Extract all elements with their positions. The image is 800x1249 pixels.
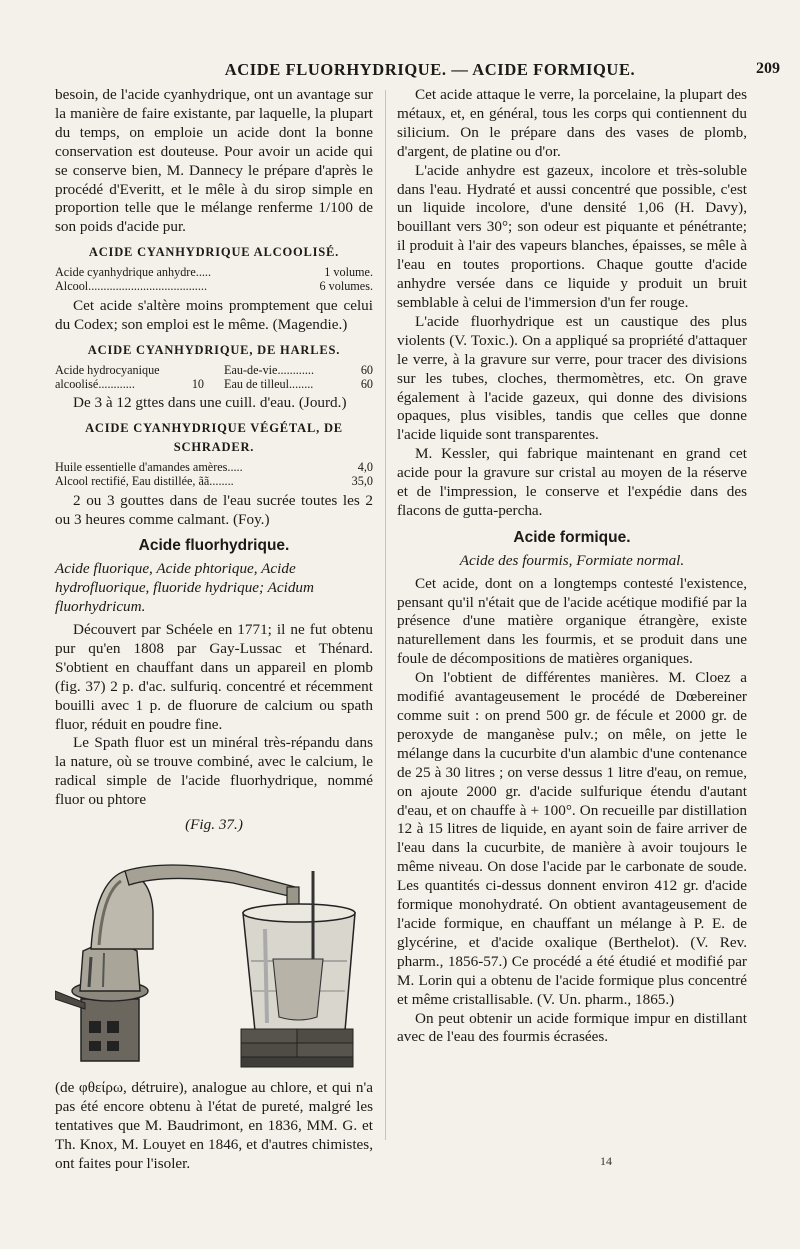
quantity: 60 [360,376,373,391]
paragraph: Cet acide, dont on a longtemps contesté l'existence, pensant qu'il n'était que de l'acide acétique modifié par la présence d'une matière organique étrangère, existe naturellement dans les fourmis, et se produit dans une foule de décompositions de matières organiques. [397,574,747,668]
distillation-apparatus-illustration [55,841,373,1073]
signature-mark: 14 [600,1154,612,1168]
quantity: 4,0 [357,459,373,474]
recipe-heading: ACIDE CYANHYDRIQUE VÉGÉTAL, DE SCHRADER. [85,420,343,454]
synonyms: Acide des fourmis, Formiate normal. [459,551,685,569]
ingredient: Acide cyanhydrique anhydre..... [55,265,212,280]
running-title: ACIDE FLUORHYDRIQUE. — ACIDE FORMIQUE. [224,60,636,79]
page-header [80,54,780,84]
ingredient: Acide hydrocyanique [55,362,160,377]
recipe-right [214,363,373,391]
quantity: 6 volumes. [319,279,373,294]
figure-label: (Fig. 37.) [185,816,243,834]
recipe-line [55,460,373,474]
paragraph: Découvert par Schéele en 1771; il ne fut obtenu pur qu'en 1808 par Gay-Lussac et Thénard. S'obtient en chauffant dans un appareil en plomb (fig. 37) 2 p. d'ac. sulfuriq. concentré et récemment bouilli avec 1 p. de fluorure de calcium ou spath fluor, réduit en poudre fine. [55,621,373,733]
section-title: Acide fluorhydrique. [138,537,290,555]
ingredient: Huile essentielle d'amandes amères..... [55,459,243,474]
quantity: 60 [360,362,373,377]
recipe-line [55,474,373,488]
paragraph: M. Kessler, qui fabrique maintenant en grand cet acide pour la gravure sur cristal au moyen de la réserve et de l'impression, le conserve et l'expédie dans des flacons de gutta-percha. [397,445,747,519]
recipe-heading: ACIDE CYANHYDRIQUE ALCOOLISÉ. [88,245,340,260]
recipe-line [55,265,373,279]
paragraph: Le Spath fluor est un minéral très-répandu dans la nature, où se trouve combiné, avec le calcium, le radical simple de l'acide fluorhydrique, nommé fluor ou phtore [55,734,373,809]
synonyms: Acide fluorique, Acide phtorique, Acide hydrofluorique, fluoride hydrique; Acidum fluorhydricum. [55,560,314,616]
left-column [55,86,373,1174]
recipe-block [55,363,373,391]
paragraph: On l'obtient de différentes manières. M. Cloez a modifié avantageusement le procédé de Dœbereiner comme suit : on prend 500 gr. de fécule et 2000 gr. de peroxyde de manganèse pulv.; on mêle, on jette le mélange dans la cucurbite d'un alambic d'une contenance de 25 à 30 litres ; on verse dessus 1 litre d'eau, on remue, on ajoute 2000 gr. d'acide sulfurique étendu d'autant d'eau, et on chauffe à + 100°. On recueille par distillation 12 à 15 litres de liquide, en ayant soin de faire arriver de l'eau dans la cucurbite, de manière à avoir toujours le même niveau. On dose l'acide par le carbonate de soude. Les quantités ci-dessus donnent environ 412 gr. d'acide formique monohydraté. On obtient avantageusement de l'acide formique, en chauffant un mélange à P. E. de glycérine, et d'acide oxalique (Berthelot). (V. Rev. pharm., 1856-57.) Ce procédé a été étudié et modifié par M. Lorin qui a obtenu de l'acide formique plus concentré et même cristallisable. (V. Un. pharm., 1865.) [397,669,747,1008]
paragraph: (de φθείρω, détruire), analogue au chlore, et qui n'a pas été encore obtenu à l'état de pureté, malgré les tentatives que M. Baudrimont, en 1836, MM. G. et Th. Knox, M. Louyet en 1846, et d'autres chimistes, ont faites pour l'isoler. [55,1079,373,1172]
recipe-line [55,279,373,293]
paragraph: 2 ou 3 gouttes dans de l'eau sucrée toutes les 2 ou 3 heures comme calmant. (Foy.) [55,491,373,528]
recipe-left [55,363,214,391]
paragraph: Cet acide attaque le verre, la porcelaine, la plupart des métaux, et, en général, tous les corps qui contiennent du silicium. On le prépare dans des vases de plomb, d'argent, de platine ou d'or. [397,86,747,160]
ingredient: Eau de tilleul........ [224,376,314,391]
ingredient: Alcool....................................... [55,279,207,294]
right-column [397,86,747,1047]
ingredient: Alcool rectifié, Eau distillée, ãã........ [55,473,234,488]
paragraph: L'acide anhydre est gazeux, incolore et très-soluble dans l'eau. Hydraté et aussi concentré que possible, c'est un liquide incolore, d'une densité 1,06 (H. Davy), bouillant vers 30°; son odeur est piquante et pénétrante; il produit à l'air des vapeurs blanches, épaisses, se mêle à l'eau en toutes proportions. Chaque goutte d'acide anhydre versée dans ce liquide y produit un bruit semblable à celui de l'immersion d'un fer rouge. [397,161,747,311]
quantity: 1 volume. [324,265,373,280]
dosage: De 3 à 12 gttes dans une cuill. d'eau. (Jourd.) [73,393,347,411]
page-number: 209 [756,60,780,77]
paragraph: On peut obtenir un acide formique impur en distillant avec de l'eau des fourmis écrasées. [397,1009,747,1046]
section-title: Acide formique. [513,528,631,546]
column-divider [385,90,386,1140]
ingredient: alcoolisé............ [55,376,135,391]
quantity: 35,0 [351,473,373,488]
quantity: 10 [191,376,204,391]
paragraph: besoin, de l'acide cyanhydrique, ont un avantage sur la manière de faire existante, par laquelle, la plupart du temps, on emploie un acide dont la bonne conservation est douteuse. Pour avoir un acide qui se conserve bien, M. Dannecy le prépare d'après le procédé d'Everitt, et le mêle à du sirop simple en proportion telle que le mélange renferme 1/100 de son poids d'acide pur. [55,86,373,236]
paragraph: L'acide fluorhydrique est un caustique des plus violents (V. Toxic.). On a appliqué sa propriété d'attaquer le verre, à la gravure sur verre, pour tracer des divisions sur les tubes, cloches, thermomètres, etc. On grave également à l'acide gazeux, qui donne des divisions opaques, plus visibles, tandis que celles que donne l'acide liquide sont transparentes. [397,312,747,444]
paragraph: Cet acide s'altère moins promptement que celui du Codex; son emploi est le même. (Magendie.) [55,297,373,334]
ingredient: Eau-de-vie............ [224,362,315,377]
recipe-heading: ACIDE CYANHYDRIQUE, DE HARLES. [87,342,341,357]
